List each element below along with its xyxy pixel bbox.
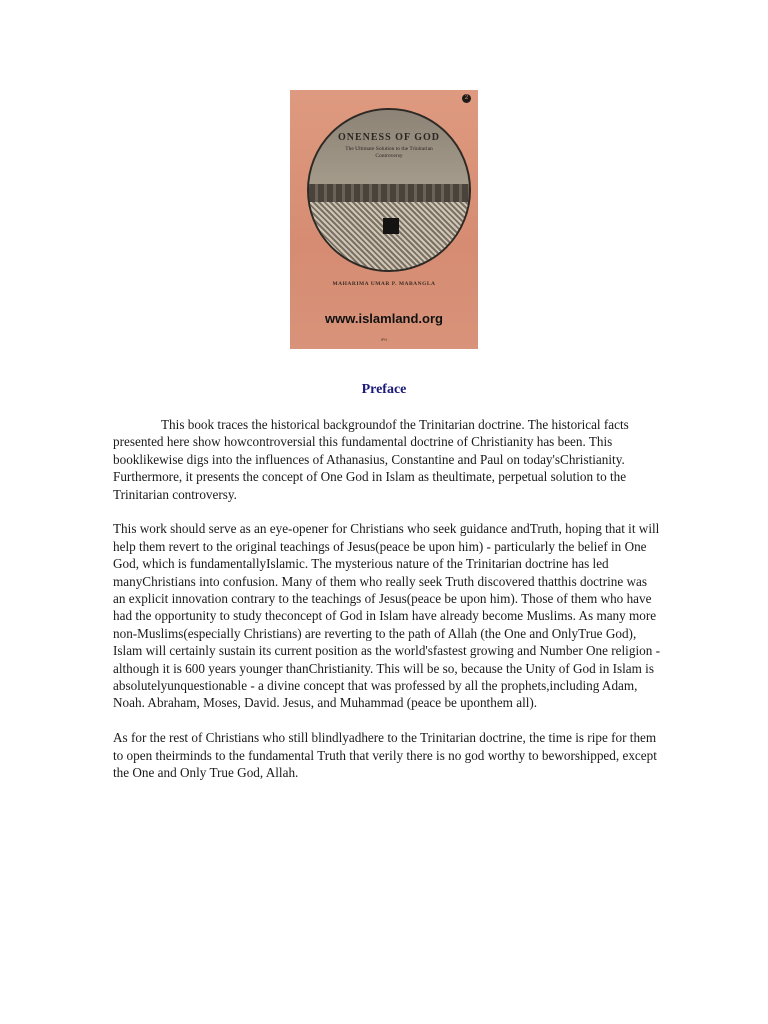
cover-url: www.islamland.org xyxy=(325,311,443,326)
page-title: Preface xyxy=(361,382,407,397)
cover-badge: 2 xyxy=(462,94,471,103)
paragraph: This work should serve as an eye-opener for Christians who seek guidance andTruth, hoping that it will help them revert to the original teachings of Jesus(peace be upon him) - particularly the belief in One God, which is fundamentallyIslamic. The mysterious nature of the Trinitarian doctrine has led manyChristians into confusion. Many of them who really seek Truth discovered thatthis doctrine was an explicit innovation contrary to the teachings of Jesus(peace be upon him). Those of them who have had the opportunity to study theconcept of God in Islam have already become Muslims. As many more non-Muslims(especially Christians) are reverting to the path of Allah (the One and OnlyTrue God), Islam will certainly sustain its current position as the world'sfastest growing and Number One religion - although it is 600 years younger thanChristianity. This will be so, because the Unity of God in Islam is absolutelyunquestionable - a divine concept that was professed by all the prophets,including Adam, Noah. Abraham, Moses, David. Jesus, and Muhammad (peace be uponthem all). xyxy=(113,521,660,711)
preface-body xyxy=(113,416,661,799)
paragraph: As for the rest of Christians who still blindlyadhere to the Trinitarian doctrine, the time is ripe for them to open theirminds to the fundamental Truth that verily there is no god worthy to beworshipped, except the One and Only True God, Allah. xyxy=(113,730,657,781)
cover-kaaba-photo xyxy=(307,108,471,272)
cover-author: MAHARIMA UMAR P. MABANGLA xyxy=(332,281,436,287)
cover-subtitle: The Ultimate Solution to the Trinitarian Controversy xyxy=(345,146,433,159)
cover-publisher-mark: IPH xyxy=(380,337,388,342)
cover-title: ONENESS OF GOD xyxy=(338,132,440,143)
book-cover-image xyxy=(290,90,478,349)
cover-crowd xyxy=(309,202,469,270)
paragraph: This book traces the historical backgroundof the Trinitarian doctrine. The historical facts presented here show howcontroversial this fundamental doctrine of Christianity has been. This booklikewise digs into the influences of Athanasius, Constantine and Paul on today'sChristianity. Furthermore, it presents the concept of One God in Islam as theultimate, perpetual solution to the Trinitarian controversy. xyxy=(113,417,629,502)
kaaba-icon xyxy=(383,218,399,234)
